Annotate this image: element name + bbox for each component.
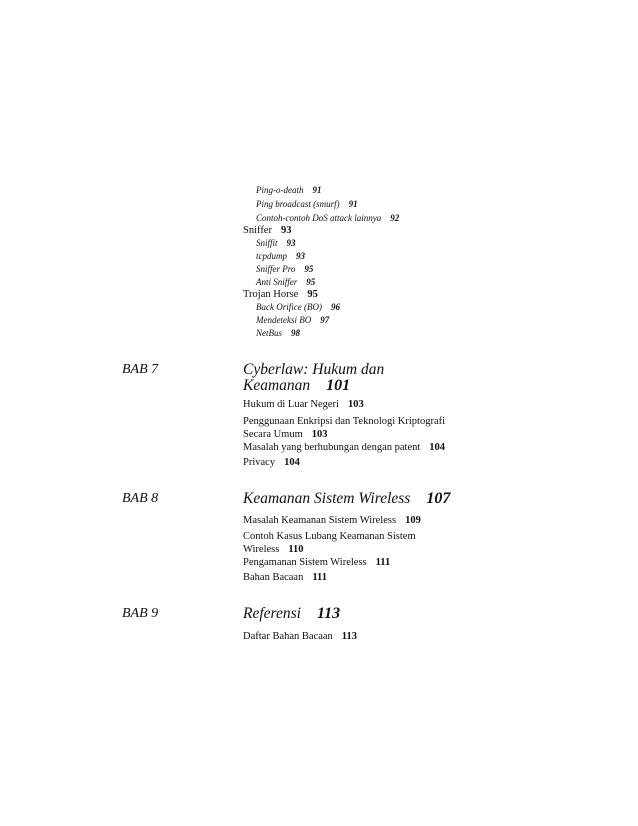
entry-page: 95 xyxy=(304,264,314,274)
entry-page: 93 xyxy=(280,225,292,236)
toc-entry xyxy=(256,264,313,274)
toc-entry xyxy=(256,185,322,195)
chapter-title xyxy=(243,606,340,622)
toc-entry xyxy=(243,515,421,526)
chapter-label: BAB 9 xyxy=(122,606,159,621)
entry-page: 93 xyxy=(296,251,305,261)
entry-title: NetBus xyxy=(256,328,282,338)
entry-title: Contoh Kasus Lubang Keamanan Sistem xyxy=(243,531,416,542)
entry-page: 95 xyxy=(306,277,316,287)
entry-title: Ping broadcast (smurf) xyxy=(256,199,340,209)
entry-page: 104 xyxy=(284,457,300,468)
chapter-title xyxy=(243,491,450,507)
entry-page: 111 xyxy=(375,557,391,568)
entry-title: Anti Sniffer xyxy=(256,277,298,287)
toc-entry xyxy=(243,225,291,236)
entry-title: Masalah yang berhubungan dengan patent xyxy=(243,442,421,453)
toc-entry xyxy=(256,328,300,338)
entry-page: 111 xyxy=(312,572,327,583)
entry-title: Hukum di Luar Negeri xyxy=(243,399,339,410)
entry-page: 95 xyxy=(307,289,318,300)
chapter-title xyxy=(243,362,384,394)
toc-entry xyxy=(256,238,296,248)
entry-title: Back Orifice (BO) xyxy=(256,302,322,312)
toc-entry xyxy=(243,530,416,556)
entry-title: Wireless xyxy=(243,544,280,555)
entry-title: Sniffer xyxy=(243,225,272,236)
toc-entry xyxy=(256,199,358,209)
entry-title: Trojan Horse xyxy=(243,289,299,300)
entry-page: 110 xyxy=(288,544,304,555)
entry-title: Pengamanan Sistem Wireless xyxy=(243,557,367,568)
entry-title: Masalah Keamanan Sistem Wireless xyxy=(243,515,397,526)
entry-title: Secara Umum xyxy=(243,429,303,440)
entry-page: 93 xyxy=(286,238,296,248)
chapter-title-line: Keamanan Sistem Wireless xyxy=(243,490,411,507)
toc-entry xyxy=(243,442,445,453)
chapter-page: 101 xyxy=(326,377,351,394)
toc-entry xyxy=(243,572,327,583)
entry-page: 104 xyxy=(429,442,446,453)
chapter-page: 107 xyxy=(426,490,451,507)
entry-page: 103 xyxy=(347,399,364,410)
toc-entry xyxy=(243,631,357,642)
entry-title: Ping-o-death xyxy=(256,185,304,195)
entry-title: Sniffer Pro xyxy=(256,264,296,274)
toc-entry xyxy=(243,289,318,300)
entry-page: 91 xyxy=(312,185,322,195)
chapter-title-line: Referensi xyxy=(243,605,301,622)
entry-title: Privacy xyxy=(243,457,276,468)
toc-entry xyxy=(256,315,329,325)
entry-title: Contoh-contoh DoS attack lainnya xyxy=(256,213,382,223)
chapter-label: BAB 7 xyxy=(122,362,159,377)
toc-entry xyxy=(256,251,305,261)
chapter-title-line: Cyberlaw: Hukum dan xyxy=(243,361,385,378)
entry-title: Sniffit xyxy=(256,238,278,248)
chapter-label: BAB 8 xyxy=(122,491,159,506)
chapter-page: 113 xyxy=(316,605,341,622)
toc-entry xyxy=(256,277,315,287)
entry-page: 113 xyxy=(341,631,357,642)
entry-title: Daftar Bahan Bacaan xyxy=(243,631,333,642)
entry-title: tcpdump xyxy=(256,251,287,261)
toc-entry xyxy=(243,557,390,568)
entry-page: 103 xyxy=(311,429,328,440)
entry-title: Bahan Bacaan xyxy=(243,572,304,583)
entry-page: 98 xyxy=(291,328,300,338)
toc-entry xyxy=(243,457,300,468)
toc-entry xyxy=(243,399,364,410)
entry-page: 109 xyxy=(405,515,421,526)
toc-entry xyxy=(256,302,340,312)
entry-page: 91 xyxy=(348,199,358,209)
chapter-title-line: Keamanan xyxy=(243,377,311,394)
entry-title: Mendeteksi BO xyxy=(256,315,312,325)
entry-page: 92 xyxy=(390,213,400,223)
toc-entry xyxy=(256,213,399,223)
toc-entry xyxy=(243,415,445,441)
entry-page: 96 xyxy=(330,302,340,312)
entry-title: Penggunaan Enkripsi dan Teknologi Kriptografi xyxy=(243,416,446,427)
entry-page: 97 xyxy=(320,315,330,325)
